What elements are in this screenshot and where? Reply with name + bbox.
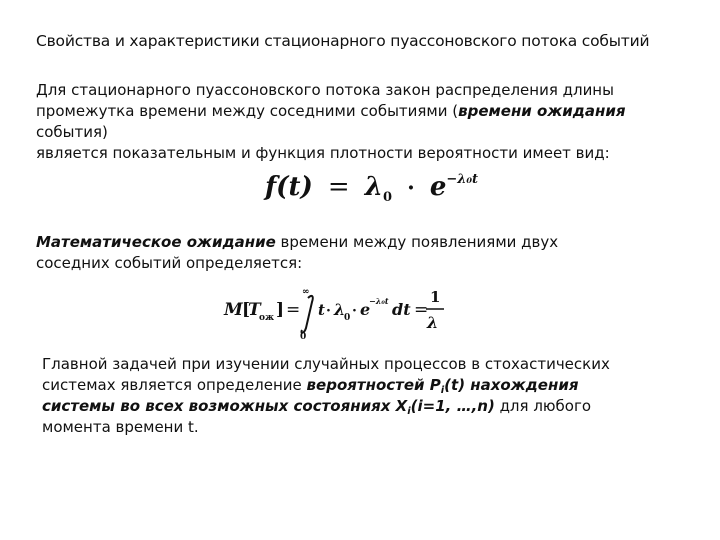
formula-lambda: λ [364, 172, 383, 202]
formula2-dt: dt [392, 300, 411, 319]
formula2-m: M [224, 300, 243, 320]
formula2-dot2: · [352, 303, 357, 319]
text-line: события) [36, 123, 108, 141]
formula2-upper-limit: ∞ [302, 287, 310, 297]
formula-e: e [429, 172, 447, 202]
text-line: Главной задачей при изучении случайных процессов в стохастических [42, 355, 610, 373]
density-formula [265, 172, 478, 205]
text-line [36, 232, 558, 253]
text-span: времени между появлениями двух [275, 233, 559, 251]
formula2-bracket-close: ] [276, 300, 285, 320]
text-span: промежутка времени между соседними событиями ( [36, 102, 459, 120]
text-line: момента времени t. [42, 418, 199, 436]
emphasis-expectation: Математическое ожидание [36, 233, 276, 251]
text-span: (i=1, …,n) [410, 397, 495, 415]
formula2-e: e [360, 300, 371, 319]
formula2-bracket-open: [ [242, 300, 251, 320]
formula2-t-var: t [318, 301, 325, 319]
formula2-dot: · [326, 303, 331, 319]
formula2-denominator: λ [427, 313, 439, 332]
formula-dot: · [407, 175, 415, 201]
slide-title: Свойства и характеристики стационарного пуассоновского потока событий [36, 32, 650, 50]
text-line [36, 101, 626, 122]
formula2-lambda-sub: 0 [344, 313, 351, 323]
text-span: системах является определение [42, 376, 307, 394]
density-paragraph [36, 80, 626, 164]
formula-lambda-sub: 0 [382, 190, 393, 205]
emphasis-probabilities [307, 376, 579, 394]
subscript-i: i [407, 406, 411, 417]
formula2-t-sub: ож [259, 313, 275, 323]
formula2-t: T [248, 300, 261, 320]
formula-exponent: −λ₀t [446, 172, 479, 187]
emphasis-states [42, 397, 495, 415]
subscript-i: i [440, 385, 445, 396]
text-span: (t) нахождения [444, 376, 579, 394]
formula-lhs: f(t) [265, 172, 313, 202]
text-span: вероятностей P [306, 376, 441, 394]
expectation-formula [222, 284, 452, 340]
formula2-equals: = [286, 300, 301, 320]
formula2-lambda: λ [334, 300, 346, 319]
formula-equals: = [327, 172, 350, 202]
text-line [42, 396, 610, 417]
text-line: является показательным и функция плотности вероятности имеет вид: [36, 144, 610, 162]
text-line [42, 375, 610, 396]
text-line: соседних событий определяется: [36, 254, 303, 272]
formula2-equals2: = [414, 300, 429, 320]
text-span: системы во всех возможных состояниях X [42, 397, 408, 415]
formula2-lower-limit: 0 [300, 332, 307, 340]
formula2-numerator: 1 [430, 288, 441, 306]
expectation-paragraph [36, 232, 558, 274]
text-line: Для стационарного пуассоновского потока закон распределения длины [36, 81, 614, 99]
emphasis-waiting-time: времени ожидания [458, 102, 626, 120]
formula2-exponent: −λ₀t [369, 296, 389, 306]
main-task-paragraph [42, 354, 610, 438]
integral-sign [301, 296, 312, 333]
text-span: для любого [494, 397, 592, 415]
